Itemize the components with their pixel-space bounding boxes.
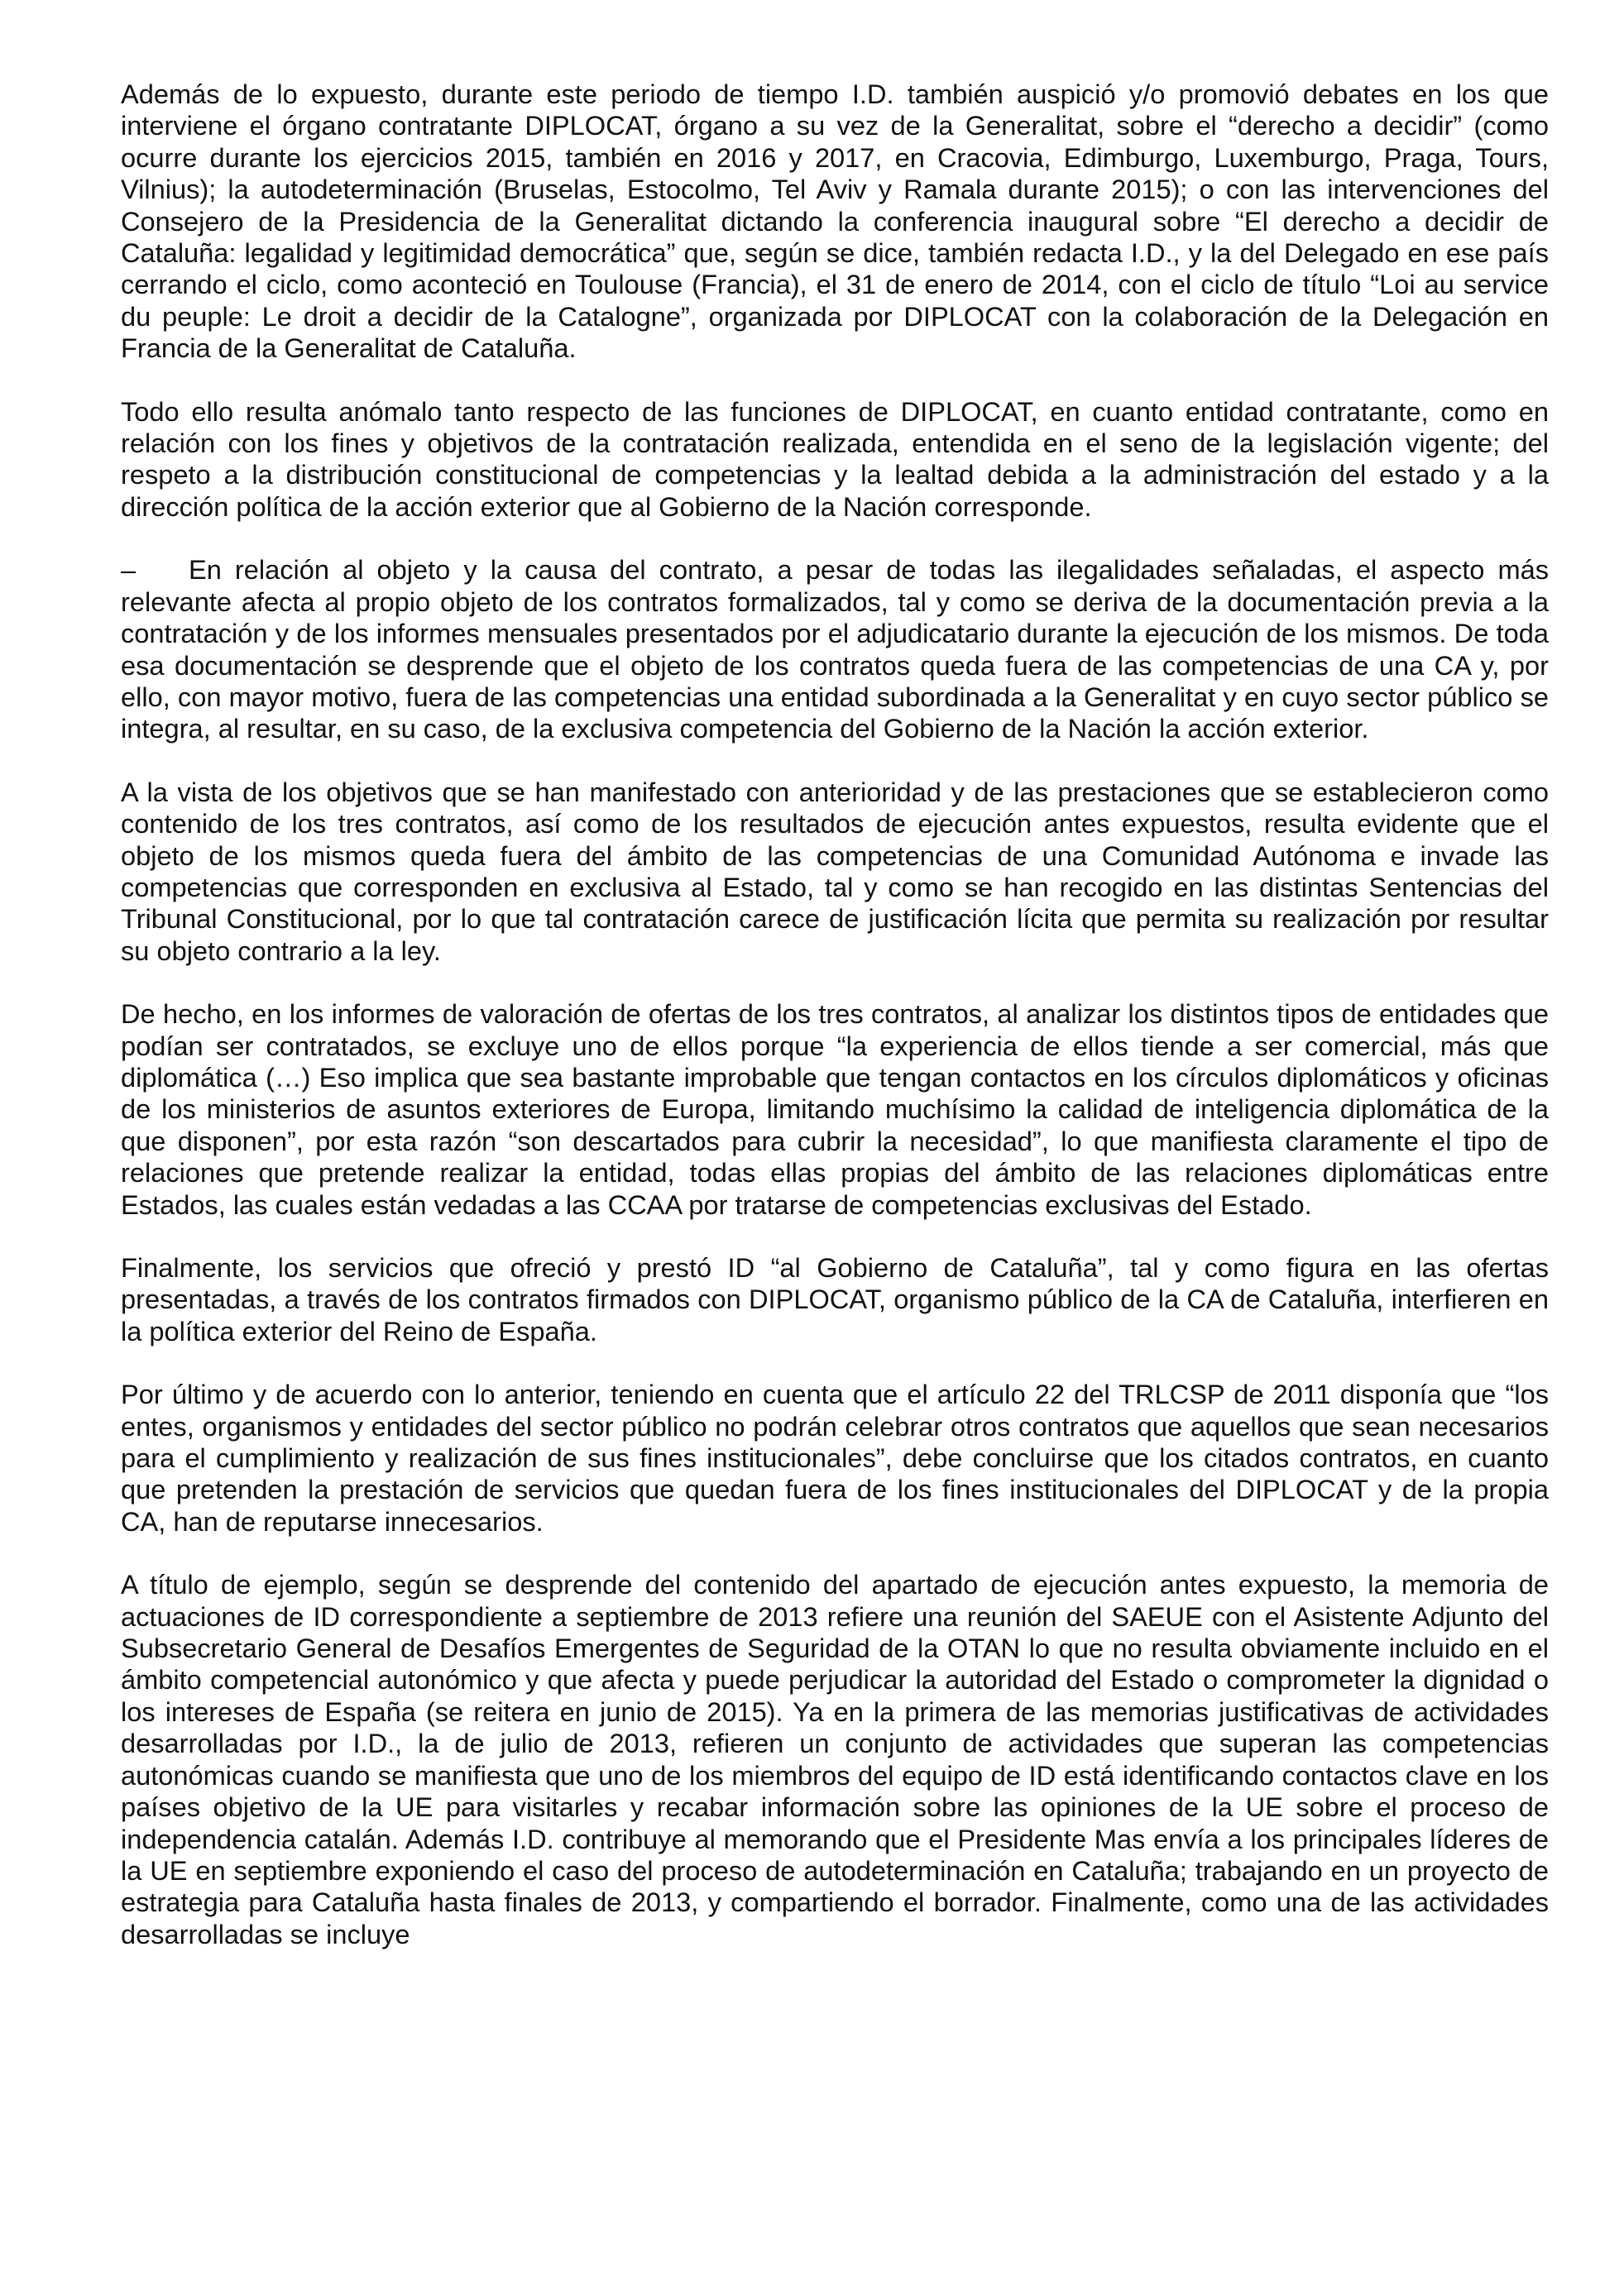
- paragraph-objetivos-prestaciones: A la vista de los objetivos que se han manifestado con anterioridad y de las prestaciones que se establecieron como contenido de los tres contratos, así como de los resultados de ejecución antes expuestos, resulta evidente que el objeto de los mismos queda fuera del ámbito de las competencias de una Comunidad Autónoma e invade las competencias que corresponden en exclusiva al Estado, tal y como se han recogido en las distintas Sentencias del Tribunal Constitucional, por lo que tal contratación carece de justificación lícita que permita su realización por resultar su objeto contrario a la ley.: [121, 776, 1549, 966]
- paragraph-servicios-gobierno: Finalmente, los servicios que ofreció y prestó ID “al Gobierno de Cataluña”, tal y como figura en las ofertas presentadas, a través de los contratos firmados con DIPLOCAT, organismo público de la CA de Cataluña, interfieren en la política exterior del Reino de España.: [121, 1252, 1549, 1347]
- document-page: [121, 79, 1549, 1950]
- paragraph-debates-derecho-a-decidir: Además de lo expuesto, durante este periodo de tiempo I.D. también auspició y/o promovió debates en los que interviene el órgano contratante DIPLOCAT, órgano a su vez de la Generalitat, sobre el “derecho a decidir” (como ocurre durante los ejercicios 2015, también en 2016 y 2017, en Cracovia, Edimburgo, Luxemburgo, Praga, Tours, Vilnius); la autodeterminación (Bruselas, Estocolmo, Tel Aviv y Ramala durante 2015); o con las intervenciones del Consejero de la Presidencia de la Generalitat dictando la conferencia inaugural sobre “El derecho a decidir de Cataluña: legalidad y legitimidad democrática” que, según se dice, también redacta I.D., y la del Delegado en ese país cerrando el ciclo, como aconteció en Toulouse (Francia), el 31 de enero de 2014, con el ciclo de título “Loi au service du peuple: Le droit a decidir de la Catalogne”, organizada por DIPLOCAT con la colaboración de la Delegación en Francia de la Generalitat de Cataluña.: [121, 79, 1549, 364]
- dash-bullet: –: [121, 554, 137, 586]
- paragraph-funciones-diplocat: Todo ello resulta anómalo tanto respecto de las funciones de DIPLOCAT, en cuanto entidad contratante, como en relación con los fines y objetivos de la contratación realizada, entendida en el seno de la legislación vigente; del respeto a la distribución constitucional de competencias y la lealtad debida a la administración del estado y a la dirección política de la acción exterior que al Gobierno de la Nación corresponde.: [121, 395, 1549, 522]
- paragraph-objeto-causa-contrato: [121, 554, 1549, 744]
- paragraph-titulo-de-ejemplo: A título de ejemplo, según se desprende del contenido del apartado de ejecución antes expuesto, la memoria de actuaciones de ID correspondiente a septiembre de 2013 refiere una reunión del SAEUE con el Asistente Adjunto del Subsecretario General de Desafíos Emergentes de Seguridad de la OTAN lo que no resulta obviamente incluido en el ámbito competencial autonómico y que afecta y puede perjudicar la autoridad del Estado o comprometer la dignidad o los intereses de España (se reitera en junio de 2015). Ya en la primera de las memorias justificativas de actividades desarrolladas por I.D., la de julio de 2013, refieren un conjunto de actividades que superan las competencias autonómicas cuando se manifiesta que uno de los miembros del equipo de ID está identificando contactos clave en los países objetivo de la UE para visitarles y recabar información sobre las opiniones de la UE sobre el proceso de independencia catalán. Además I.D. contribuye al memorando que el Presidente Mas envía a los principales líderes de la UE en septiembre exponiendo el caso del proceso de autodeterminación en Cataluña; trabajando en un proyecto de estrategia para Cataluña hasta finales de 2013, y compartiendo el borrador. Finalmente, como una de las actividades desarrolladas se incluye: [121, 1569, 1549, 1949]
- paragraph-objeto-causa-text: En relación al objeto y la causa del contrato, a pesar de todas las ilegalidades señaladas, el aspecto más relevante afecta al propio objeto de los contratos formalizados, tal y como se deriva de la documentación previa a la contratación y de los informes mensuales presentados por el adjudicatario durante la ejecución de los mismos. De toda esa documentación se desprende que el objeto de los contratos queda fuera de las competencias de una CA y, por ello, con mayor motivo, fuera de las competencias una entidad subordinada a la Generalitat y en cuyo sector público se integra, al resultar, en su caso, de la exclusiva competencia del Gobierno de la Nación la acción exterior.: [121, 554, 1549, 744]
- paragraph-articulo-22-trlcsp: Por último y de acuerdo con lo anterior, teniendo en cuenta que el artículo 22 del TRLCSP de 2011 disponía que “los entes, organismos y entidades del sector público no podrán celebrar otros contratos que aquellos que sean necesarios para el cumplimiento y realización de sus fines institucionales”, debe concluirse que los citados contratos, en cuanto que pretenden la prestación de servicios que quedan fuera de los fines institucionales del DIPLOCAT y de la propia CA, han de reputarse innecesarios.: [121, 1379, 1549, 1537]
- paragraph-informes-valoracion: De hecho, en los informes de valoración de ofertas de los tres contratos, al analizar los distintos tipos de entidades que podían ser contratados, se excluye uno de ellos porque “la experiencia de ellos tiende a ser comercial, más que diplomática (…) Eso implica que sea bastante improbable que tengan contactos en los círculos diplomáticos y oficinas de los ministerios de asuntos exteriores de Europa, limitando muchísimo la calidad de inteligencia diplomática de la que disponen”, por esta razón “son descartados para cubrir la necesidad”, lo que manifiesta claramente el tipo de relaciones que pretende realizar la entidad, todas ellas propias del ámbito de las relaciones diplomáticas entre Estados, las cuales están vedadas a las CCAA por tratarse de competencias exclusivas del Estado.: [121, 998, 1549, 1220]
